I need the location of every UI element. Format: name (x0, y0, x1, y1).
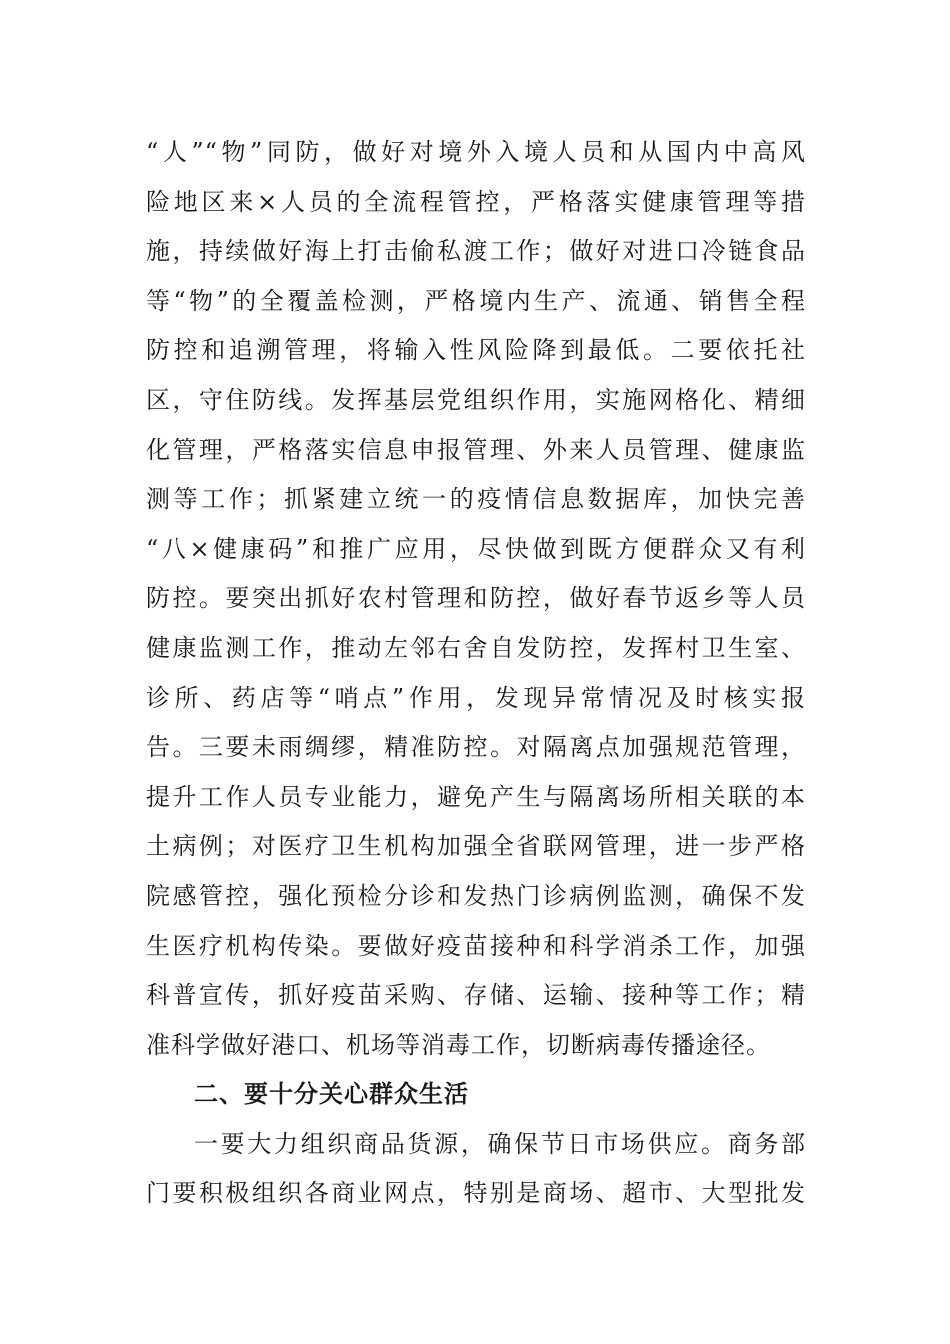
text-line: 测等工作；抓紧建立统一的疫情信息数据库，加快完善 (146, 485, 806, 514)
text-line: “人”“物”同防，做好对境外入境人员和从国内中高风 (146, 138, 806, 166)
text-line: 提升工作人员专业能力，避免产生与隔离场所相关联的本 (146, 782, 806, 811)
text-line: 土病例；对医疗卫生机构加强全省联网管理，进一步严格 (146, 832, 806, 861)
text-line: 一要大力组织商品货源，确保节日市场供应。商务部 (194, 1129, 806, 1158)
text-line: 门要积极组织各商业网点，特别是商场、超市、大型批发 (146, 1179, 806, 1208)
text-line: 准科学做好港口、机场等消毒工作，切断病毒传播途径。 (146, 1030, 771, 1059)
text-line: 告。三要未雨绸缪，精准防控。对隔离点加强规范管理， (146, 733, 806, 762)
text-line: 防控。要突出抓好农村管理和防控，做好春节返乡等人员 (146, 584, 806, 613)
text-line: 院感管控，强化预检分诊和发热门诊病例监测，确保不发 (146, 881, 806, 910)
text-line: 科普宣传，抓好疫苗采购、存储、运输、接种等工作；精 (146, 981, 806, 1010)
text-line: 等“物”的全覆盖检测，严格境内生产、流通、销售全程 (146, 286, 806, 315)
text-line: 区，守住防线。发挥基层党组织作用，实施网格化、精细 (146, 385, 806, 414)
text-line: “八×健康码”和推广应用，尽快做到既方便群众又有利 (146, 534, 806, 563)
text-line: 施，持续做好海上打击偷私渡工作；做好对进口冷链食品 (146, 237, 806, 266)
text-line: 险地区来×人员的全流程管控，严格落实健康管理等措 (146, 187, 806, 216)
text-line: 健康监测工作，推动左邻右舍自发防控，发挥村卫生室、 (146, 633, 806, 662)
section-heading: 二、要十分关心群众生活 (194, 1080, 469, 1109)
text-line: 诊所、药店等“哨点”作用，发现异常情况及时核实报 (146, 683, 806, 712)
text-line: 生医疗机构传染。要做好疫苗接种和科学消杀工作，加强 (146, 931, 806, 960)
text-line: 化管理，严格落实信息申报管理、外来人员管理、健康监 (146, 435, 806, 464)
body-text (146, 128, 806, 1219)
text-line: 防控和追溯管理，将输入性风险降到最低。二要依托社 (146, 336, 806, 365)
